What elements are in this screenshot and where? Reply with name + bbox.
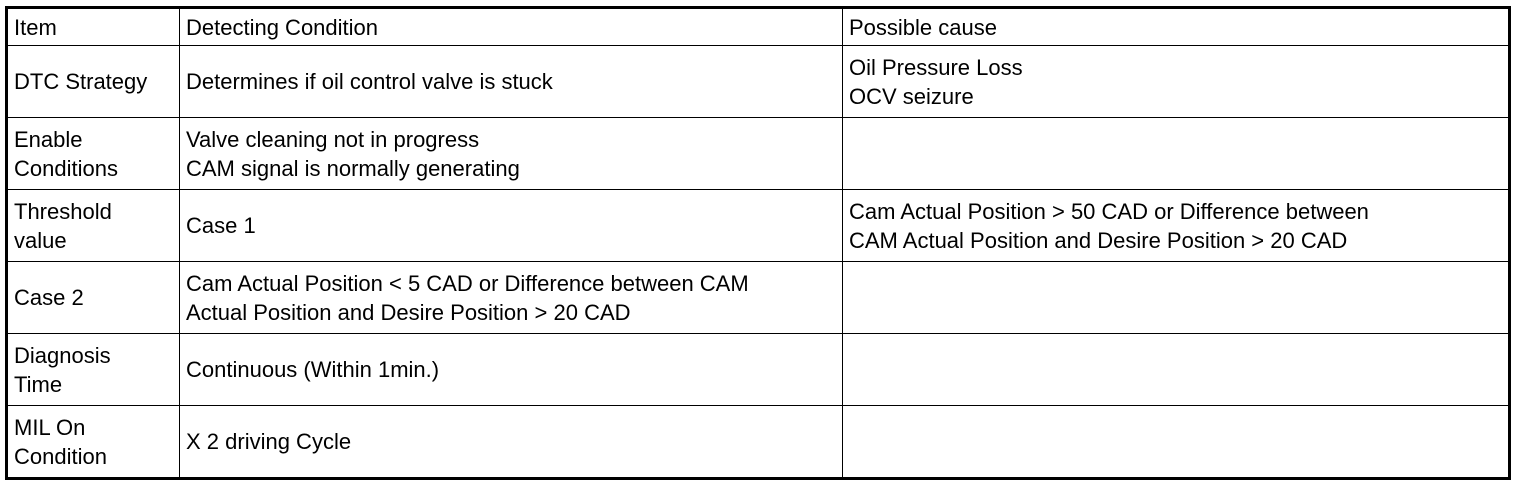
item-cell — [7, 262, 180, 334]
table-row — [7, 46, 1510, 118]
detecting-text: Determines if oil control valve is stuck — [186, 69, 553, 94]
cause-cell — [843, 46, 1510, 118]
cause-text: Oil Pressure Loss — [849, 54, 1023, 80]
item-text: Threshold — [14, 198, 112, 224]
item-text: Conditions — [14, 155, 118, 181]
detecting-text: Cam Actual Position < 5 CAD or Difference between CAM — [186, 270, 749, 296]
item-cell — [7, 118, 180, 190]
item-cell — [7, 334, 180, 406]
cause-text: CAM Actual Position and Desire Position > 20 CAD — [849, 227, 1348, 253]
detecting-text: Valve cleaning not in progress — [186, 126, 480, 152]
detecting-cell — [180, 406, 843, 479]
table-row — [7, 262, 1510, 334]
item-cell — [7, 190, 180, 262]
cause-cell — [843, 262, 1510, 334]
detecting-cell — [180, 190, 843, 262]
table-row — [7, 406, 1510, 479]
item-text: Condition — [14, 443, 107, 469]
item-text: Case 2 — [14, 285, 84, 310]
detecting-text: Continuous (Within 1min.) — [186, 357, 440, 382]
detecting-cell — [180, 262, 843, 334]
detecting-text: Actual Position and Desire Position > 20 CAD — [186, 299, 631, 325]
cause-cell — [843, 118, 1510, 190]
item-text: Diagnosis — [14, 342, 111, 368]
cause-cell — [843, 406, 1510, 479]
item-cell — [7, 46, 180, 118]
item-text: Time — [14, 371, 63, 397]
detecting-text: X 2 driving Cycle — [186, 429, 352, 454]
cause-cell — [843, 190, 1510, 262]
item-text: value — [14, 227, 67, 253]
cause-cell — [843, 334, 1510, 406]
item-text: DTC Strategy — [14, 69, 148, 94]
cause-text: OCV seizure — [849, 83, 974, 109]
table-row — [7, 334, 1510, 406]
item-text: MIL On — [14, 414, 86, 440]
header-row — [7, 8, 1510, 46]
header-detecting-condition: Detecting Condition — [180, 8, 843, 46]
detecting-cell — [180, 118, 843, 190]
item-cell — [7, 406, 180, 479]
item-text: Enable — [14, 126, 83, 152]
header-item: Item — [7, 8, 180, 46]
detecting-text: Case 1 — [186, 213, 256, 238]
table-row — [7, 190, 1510, 262]
detecting-text: CAM signal is normally generating — [186, 155, 520, 181]
detecting-cell — [180, 334, 843, 406]
detecting-cell — [180, 46, 843, 118]
cause-text: Cam Actual Position > 50 CAD or Difference between — [849, 198, 1369, 224]
diagnostic-table — [5, 6, 1511, 480]
table-row — [7, 118, 1510, 190]
header-possible-cause: Possible cause — [843, 8, 1510, 46]
